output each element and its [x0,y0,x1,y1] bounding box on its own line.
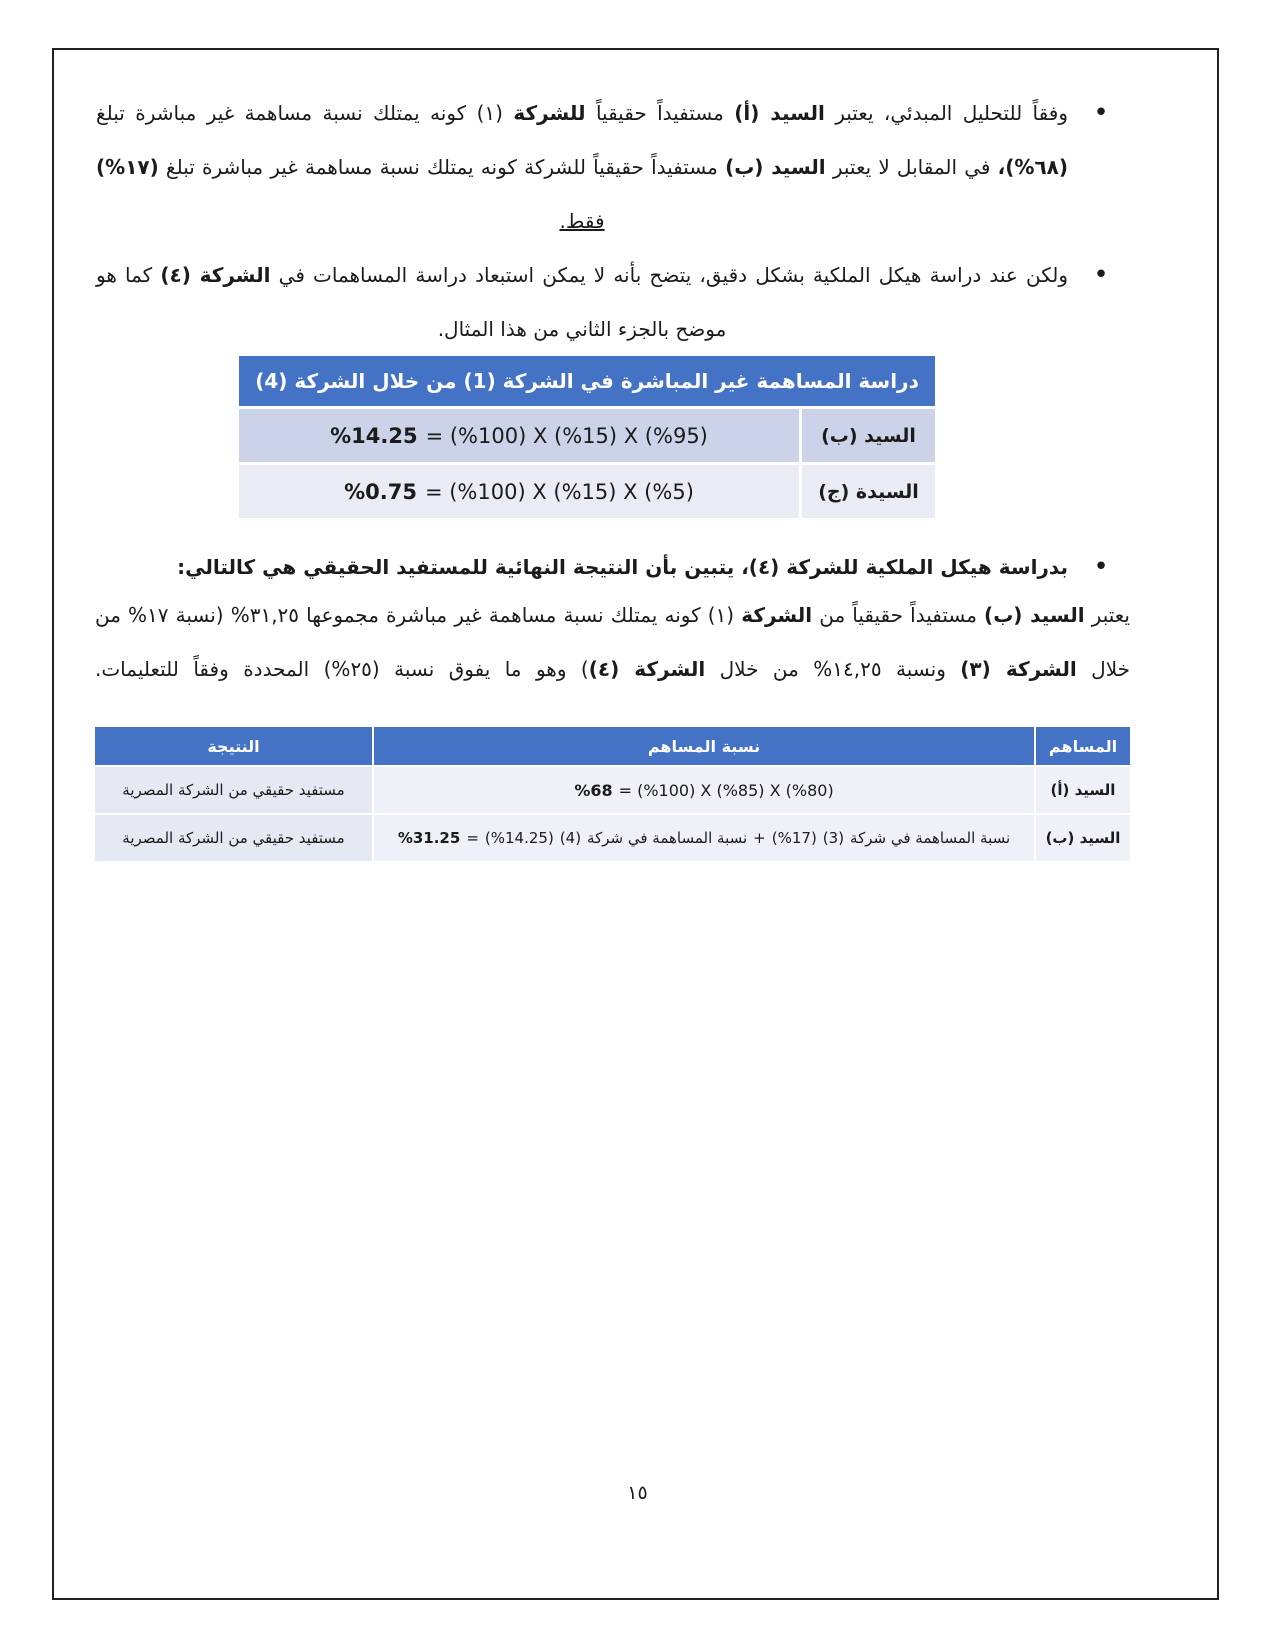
bullet-initial-analysis-text [96,86,1068,248]
text-segment: (%17) [771,829,817,847]
table-row [95,767,1130,813]
text-segment: (١) كونه يمتلك نسبة مساهمة غير مباشرة مجموعها ٣١,٢٥% (نسبة ١٧% من خلال [95,603,1131,681]
contribution-formula-cell [239,465,799,518]
shareholder-name-cell: السيد (أ) [1036,767,1130,813]
text-segment: نسبة المساهمة في شركة [587,829,748,847]
bullet-final-result-text [96,540,1068,594]
contribution-formula-cell [239,409,799,462]
text-segment: الشركة (٤) [160,263,271,287]
text-segment: مستفيداً حقيقياً للشركة كونه يمتلك نسبة مساهمة غير مباشرة تبلغ [158,155,726,179]
text-segment: مستفيداً حقيقياً [585,101,735,125]
text-segment: الشركة (٣) [960,657,1077,681]
text-segment: الشركة (٤) [588,657,706,681]
bullet-icon: • [1093,98,1109,128]
contribution-result: %0.75 [344,479,417,504]
text-segment: السيد (ب) [984,603,1085,627]
bullet-icon: • [1093,260,1109,290]
bullet-ownership-structure [96,248,1110,356]
text-segment: (3) [822,829,845,847]
text-segment: فقط. [559,209,605,233]
bullet-icon: • [1093,552,1109,582]
shareholder-name-cell: السيد (ب) [802,409,935,462]
text-segment: ونسبة ١٤,٢٥% من خلال [705,657,961,681]
indirect-contribution-table-title: دراسة المساهمة غير المباشرة في الشركة (1) من خلال الشركة (4) [239,356,935,406]
shareholder-name-cell: السيدة (ج) [802,465,935,518]
contribution-formula: = (%100) X (%15) X (%5) [424,479,694,504]
text-segment: (١٧%) [96,155,159,179]
bullet-ownership-structure-text [96,248,1068,356]
text-segment: %31.25 [397,829,461,847]
text-segment: + [753,829,766,847]
contribution-result: %14.25 [330,423,418,448]
text-segment: (٦٨%)، [997,155,1069,179]
table-row [239,409,935,462]
page-number: ١٥ [627,1482,648,1504]
text-segment: = [466,829,479,847]
text-segment: كما هو موضح بالجزء الثاني من هذا المثال. [96,263,727,341]
table-header-row [95,727,1130,765]
text-segment: نسبة المساهمة في شركة [850,829,1011,847]
bullet-final-result [96,540,1110,594]
result-cell: مستفيد حقيقي من الشركة المصرية [95,815,372,861]
text-segment: ) وهو ما يفوق نسبة (٢٥%) المحددة وفقاً للتعليمات. [95,657,589,681]
text-segment: (4) [559,829,582,847]
text-segment: مستفيداً حقيقياً من [812,603,985,627]
bullet-initial-analysis [96,86,1110,248]
table-row [95,815,1130,861]
table-row [239,465,935,518]
text-segment: بدراسة هيكل الملكية للشركة (٤)، يتبين بأن النتيجة النهائية للمستفيد الحقيقي هي كالتالي: [177,555,1068,579]
text-segment: السيد (أ) [734,101,825,125]
text-segment: %68 [574,780,613,800]
indirect-contribution-table [239,356,935,518]
text-segment: في المقابل لا يعتبر [825,155,998,179]
text-segment: السيد (ب) [725,155,826,179]
text-segment: = (%100) X (%85) X (%80) [618,780,834,800]
text-segment: ولكن عند دراسة هيكل الملكية بشكل دقيق، يتضح بأنه لا يمكن استبعاد دراسة المساهمات في [270,263,1068,287]
shareholders-summary-table [95,727,1130,861]
text-segment: للشركة [513,101,586,125]
contribution-ratio-cell [374,767,1034,813]
text-segment: الشركة [741,603,813,627]
result-cell: مستفيد حقيقي من الشركة المصرية [95,767,372,813]
contribution-ratio-cell [374,815,1034,861]
text-segment: يعتبر [1084,603,1131,627]
header-result: النتيجة [95,727,372,765]
header-contribution-ratio: نسبة المساهم [374,727,1034,765]
text-segment: وفقاً للتحليل المبدئي، يعتبر [824,101,1068,125]
contribution-formula: = (%100) X (%15) X (%95) [425,423,708,448]
shareholder-name-cell: السيد (ب) [1036,815,1130,861]
conclusion-paragraph [95,588,1130,696]
header-shareholder: المساهم [1036,727,1130,765]
text-segment: (١) كونه يمتلك نسبة مساهمة غير مباشرة تبلغ [96,101,514,125]
text-segment: (%14.25) [484,829,554,847]
